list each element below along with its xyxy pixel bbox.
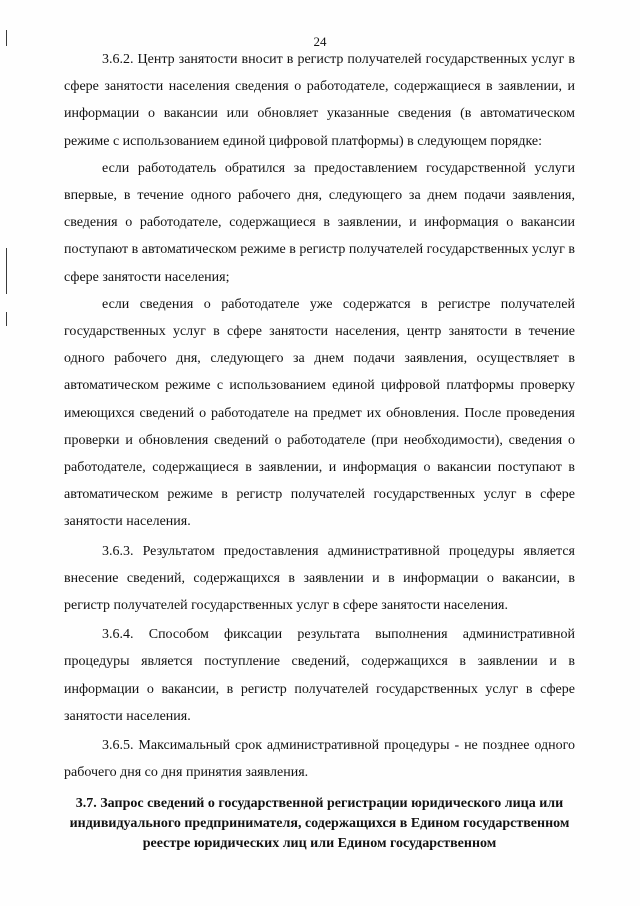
scan-artifact-line [6, 312, 7, 326]
paragraph-3-6-5: 3.6.5. Максимальный срок административной процедуры - не позднее одного рабочего дня со дня принятия заявления. [64, 738, 575, 781]
section-heading-3-7: 3.7. Запрос сведений о государственной регистрации юридического лица или индивидуального предпринимателя, содержащихся в Едином государственном реестре юридических лиц или Едином государственном [69, 796, 570, 851]
scan-artifact-line [6, 248, 7, 294]
document-body [64, 46, 575, 786]
paragraph-3-6-3: 3.6.3. Результатом предоставления административной процедуры является внесение сведений, содержащихся в заявлении и в информации о вакансии, в регистр получателей государственных услуг в сфере занятости населения. [64, 543, 575, 614]
page-number: 24 [313, 34, 327, 49]
paragraph-first-time-employer: если работодатель обратился за предоставлением государственной услуги впервые, в течение одного рабочего дня, следующего за днем подачи заявления, сведения о работодателе, содержащиеся в заявлении, и информация о вакансии поступают в автоматическом режиме в регистр получателей государственных услуг в сфере занятости населения; [64, 160, 575, 285]
paragraph-3-6-2: 3.6.2. Центр занятости вносит в регистр получателей государственных услуг в сфере занятости населения сведения о работодателе, содержащиеся в заявлении, и информации о вакансии или обновляет указанные сведения (в автоматическом режиме с использованием единой цифровой платформы) в следующем порядке: [64, 52, 575, 149]
paragraph-existing-employer: если сведения о работодателе уже содержатся в регистре получателей государственных услуг в сфере занятости населения, центр занятости в течение одного рабочего дня, следующего за днем подачи заявления, осуществляет в автоматическом режиме с использованием единой цифровой платформы проверку имеющихся сведений о работодателе на предмет их обновления. После проведения проверки и обновления сведений о работодателе (при необходимости), сведения о работодателе, содержащиеся в заявлении, и информация о вакансии поступают в автоматическом режиме в регистр получателей государственных услуг в сфере занятости населения. [64, 296, 575, 530]
paragraph-3-6-4: 3.6.4. Способом фиксации результата выполнения административной процедуры является поступление сведений, содержащихся в заявлении и в информации о вакансии, в регистр получателей государственных услуг в сфере занятости населения. [64, 627, 575, 724]
